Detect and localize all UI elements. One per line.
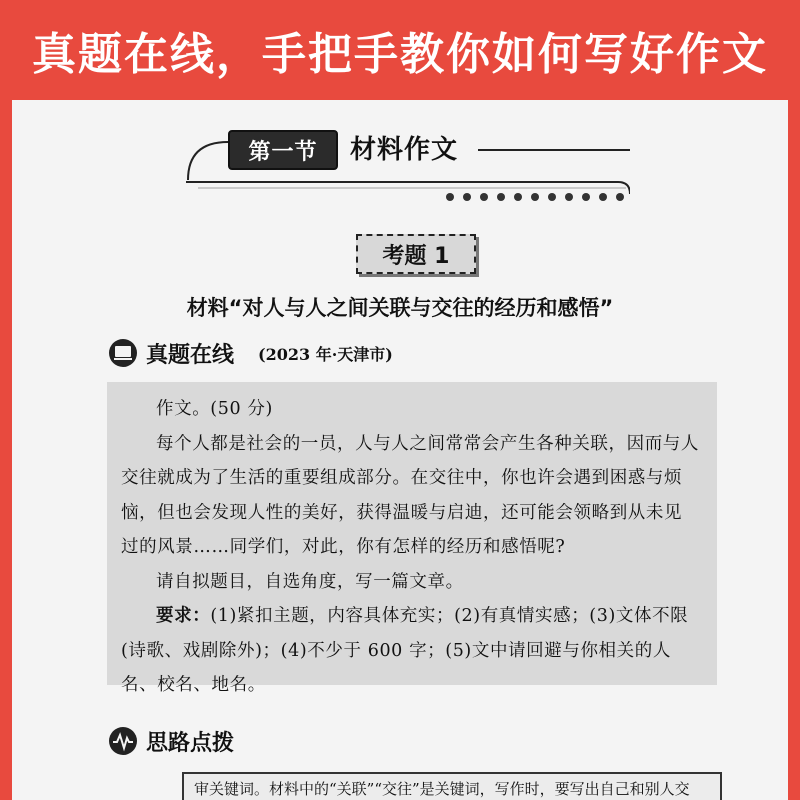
waveform-icon (106, 726, 140, 756)
monitor-icon (106, 338, 140, 368)
banner-title: 真题在线，手把手教你如何写好作文 (32, 29, 768, 80)
prompt-line: 作文。(50 分) (156, 399, 273, 419)
requirements-label: 要求： (156, 606, 211, 626)
requirements-text: (1)紧扣主题，内容具体充实；(2)有真情实感；(3)文体不限(诗歌、戏剧除外)；(4)不少于 600 字；(5)文中请回避与你相关的人名、校名、地名。 (121, 606, 689, 695)
promo-banner (0, 0, 800, 100)
prompt-requirements (121, 599, 699, 703)
real-exam-header (106, 337, 393, 369)
analysis-header (106, 725, 234, 757)
prompt-paragraph: 每个人都是社会的一员，人与人之间常常会产生各种关联，因而与人交往就成为了生活的重要组成部分。在交往中，你也许会遇到困惑与烦恼，但也会发现人性的美好，获得温暖与启迪，还可能会领略到从未见过的风景……同学们，对此，你有怎样的经历和感悟呢? (121, 433, 699, 557)
section-title: 材料作文 (350, 135, 459, 165)
analysis-preview: 审关键词。材料中的“关联”“交往”是关键词，写作时，要写出自己和别人交 (182, 772, 722, 800)
section-header (178, 120, 630, 200)
prompt-instruction: 请自拟题目，自选角度，写一篇文章。 (156, 571, 464, 592)
real-exam-label: 真题在线 (146, 342, 235, 368)
book-page (12, 100, 788, 800)
decorative-dots (446, 193, 624, 201)
exam-source: (2023 年·天津市) (258, 344, 393, 364)
exam-prompt-box (107, 382, 717, 695)
section-tag: 第一节 (228, 130, 338, 170)
topic-heading: 材料“对人与人之间关联与交往的经历和感悟” (186, 296, 614, 320)
question-label: 考题 1 (356, 234, 476, 274)
analysis-label: 思路点拨 (146, 730, 235, 756)
